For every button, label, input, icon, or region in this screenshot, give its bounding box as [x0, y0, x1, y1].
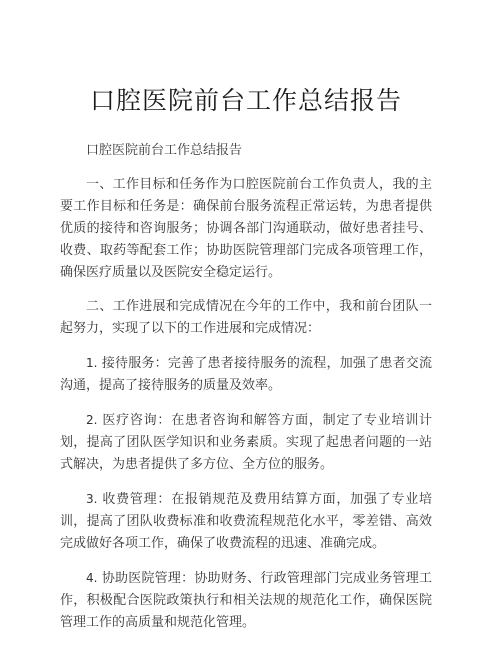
list-item-billing — [60, 488, 432, 555]
list-item-consultation — [60, 409, 432, 476]
paragraph-text: 接待服务：完善了患者接待服务的流程，加强了患者交流沟通，提高了接待服务的质量及效率。 — [60, 356, 432, 393]
list-item-number: 2. — [86, 413, 98, 427]
document-title: 口腔医院前台工作总结报告 — [89, 86, 402, 115]
list-item-number: 3. — [86, 492, 98, 506]
list-item-number: 1. — [86, 356, 98, 370]
list-item-management — [60, 567, 432, 634]
paragraph-progress — [60, 296, 432, 340]
paragraph-text: 二、工作进展和完成情况在今年的工作中，我和前台团队一起努力，实现了以下的工作进展和完成情况： — [60, 299, 432, 336]
paragraph-text: 一、工作目标和任务作为口腔医院前台工作负责人，我的主要工作目标和任务是：确保前台服务流程正常运转，为患者提供优质的接待和咨询服务；协调各部门沟通联动，做好患者挂号、收费、取药等配套工作；协助医院管理部门完成各项管理工作，确保医疗质量以及医院安全稳定运行。 — [60, 177, 432, 280]
list-item-number: 4. — [86, 571, 98, 585]
paragraph-goals — [60, 174, 432, 284]
paragraph-text: 医疗咨询：在患者咨询和解答方面，制定了专业培训计划，提高了团队医学知识和业务素质。实现了起患者问题的一站式解决，为患者提供了多方位、全方位的服务。 — [60, 413, 432, 472]
document-subtitle: 口腔医院前台工作总结报告 — [86, 143, 243, 158]
list-item-reception — [60, 352, 432, 397]
paragraph-text: 协助医院管理：协助财务、行政管理部门完成业务管理工作，积极配合医院政策执行和相关法规的规范化工作，确保医院管理工作的高质量和规范化管理。 — [60, 571, 432, 630]
paragraph-text: 收费管理：在报销规范及费用结算方面，加强了专业培训，提高了团队收费标准和收费流程规范化水平，零差错、高效完成做好各项工作，确保了收费流程的迅速、准确完成。 — [60, 492, 432, 551]
